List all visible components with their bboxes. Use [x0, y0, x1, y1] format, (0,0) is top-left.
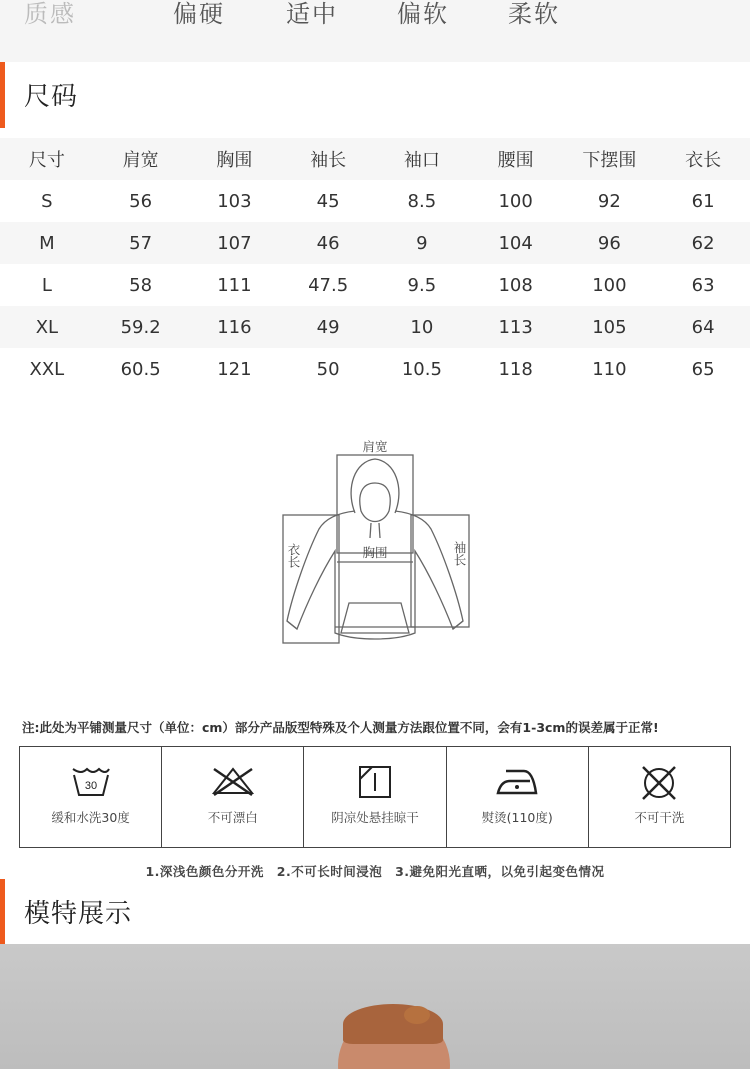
no-dry-clean-icon	[639, 765, 679, 801]
header-cuff: 袖口	[403, 150, 440, 171]
size-section-header	[0, 62, 750, 128]
header-size: 尺寸	[28, 150, 65, 171]
table-cell: 59.2	[120, 316, 161, 338]
care-label: 阴凉处悬挂晾干	[331, 810, 419, 825]
texture-option-hard: 偏硬	[173, 0, 225, 28]
measurement-note: 注:此处为平铺测量尺寸（单位：cm）部分产品版型特殊及个人测量方法跟位置不同，会有1-3cm的误差属于正常!	[22, 720, 659, 735]
care-label: 不可干洗	[634, 810, 685, 825]
table-cell: 60.5	[120, 358, 161, 380]
table-cell: XXL	[29, 358, 65, 380]
care-instructions	[19, 746, 731, 848]
header-waist: 腰围	[497, 150, 534, 171]
iron-icon	[494, 765, 540, 797]
care-tips: 1.深浅色颜色分开洗 2.不可长时间浸泡 3.避免阳光直晒，以免引起变色情况	[145, 864, 605, 879]
model-section-header	[0, 879, 750, 945]
table-cell: 103	[217, 190, 252, 212]
diagram-shoulder-label: 肩宽	[362, 440, 388, 454]
texture-row	[0, 0, 750, 62]
accent-bar	[0, 879, 5, 945]
table-cell: 121	[217, 358, 252, 380]
table-row	[0, 222, 750, 264]
table-cell: 92	[597, 190, 621, 212]
care-item	[304, 747, 446, 847]
table-cell: 100	[498, 190, 533, 212]
table-cell: XL	[35, 316, 59, 338]
table-cell: 110	[592, 358, 627, 380]
shoulder-measure-box	[337, 455, 413, 553]
header-hem: 下摆围	[582, 150, 637, 171]
accent-bar	[0, 62, 5, 128]
care-label: 熨烫(110度)	[481, 810, 553, 825]
table-cell: 111	[217, 274, 252, 296]
table-cell: 61	[691, 190, 715, 212]
table-cell: 118	[498, 358, 533, 380]
size-section-title: 尺码	[24, 82, 79, 112]
table-cell: 10.5	[401, 358, 442, 380]
table-cell: 104	[498, 232, 533, 254]
table-row	[0, 180, 750, 222]
care-item	[447, 747, 589, 847]
diagram-sleeve-label: 袖长	[452, 541, 466, 566]
table-cell: 113	[498, 316, 533, 338]
table-cell: 65	[691, 358, 715, 380]
table-cell: 10	[410, 316, 434, 338]
texture-label: 质感	[24, 0, 76, 28]
no-bleach-icon	[210, 765, 256, 797]
care-label: 不可漂白	[207, 810, 258, 825]
care-item	[20, 747, 162, 847]
care-item	[589, 747, 730, 847]
table-cell: 58	[129, 274, 153, 296]
table-cell: 9	[416, 232, 428, 254]
hang-dry-shade-icon	[358, 765, 392, 799]
table-cell: 8.5	[407, 190, 437, 212]
table-cell: 63	[691, 274, 715, 296]
table-cell: 108	[498, 274, 533, 296]
table-cell: L	[41, 274, 52, 296]
table-row	[0, 264, 750, 306]
svg-text:30: 30	[84, 780, 97, 792]
table-cell: 46	[316, 232, 340, 254]
table-cell: 116	[217, 316, 252, 338]
table-cell: 56	[129, 190, 153, 212]
table-cell: 49	[316, 316, 340, 338]
table-cell: 9.5	[407, 274, 437, 296]
header-sleeve: 袖长	[310, 150, 347, 171]
table-cell: 100	[592, 274, 627, 296]
table-cell: 57	[129, 232, 153, 254]
table-cell: 96	[597, 232, 621, 254]
care-item	[162, 747, 304, 847]
table-cell: 45	[316, 190, 340, 212]
table-row	[0, 348, 750, 390]
hoodie-measurement-diagram	[275, 433, 475, 653]
model-hair-bun	[404, 1006, 430, 1024]
wash-30-icon	[71, 765, 111, 797]
table-cell: 47.5	[308, 274, 349, 296]
header-chest: 胸围	[216, 150, 253, 171]
model-section-title: 模特展示	[24, 899, 133, 929]
table-row	[0, 306, 750, 348]
diagram-length-label: 衣长	[286, 543, 300, 568]
table-cell: M	[39, 232, 55, 254]
header-length: 衣长	[685, 150, 722, 171]
table-cell: S	[41, 190, 53, 212]
care-label: 缓和水洗30度	[51, 810, 130, 825]
size-table	[0, 138, 750, 390]
texture-option-medium: 适中	[286, 0, 338, 28]
texture-option-soft: 偏软	[397, 0, 449, 28]
header-shoulder: 肩宽	[122, 150, 159, 171]
table-cell: 64	[691, 316, 715, 338]
model-photo	[0, 944, 750, 1069]
table-cell: 107	[217, 232, 252, 254]
diagram-chest-label: 胸围	[362, 546, 388, 560]
texture-option-very-soft: 柔软	[508, 0, 560, 28]
table-cell: 62	[691, 232, 715, 254]
size-table-header	[0, 138, 750, 180]
table-cell: 105	[592, 316, 627, 338]
table-cell: 50	[316, 358, 340, 380]
